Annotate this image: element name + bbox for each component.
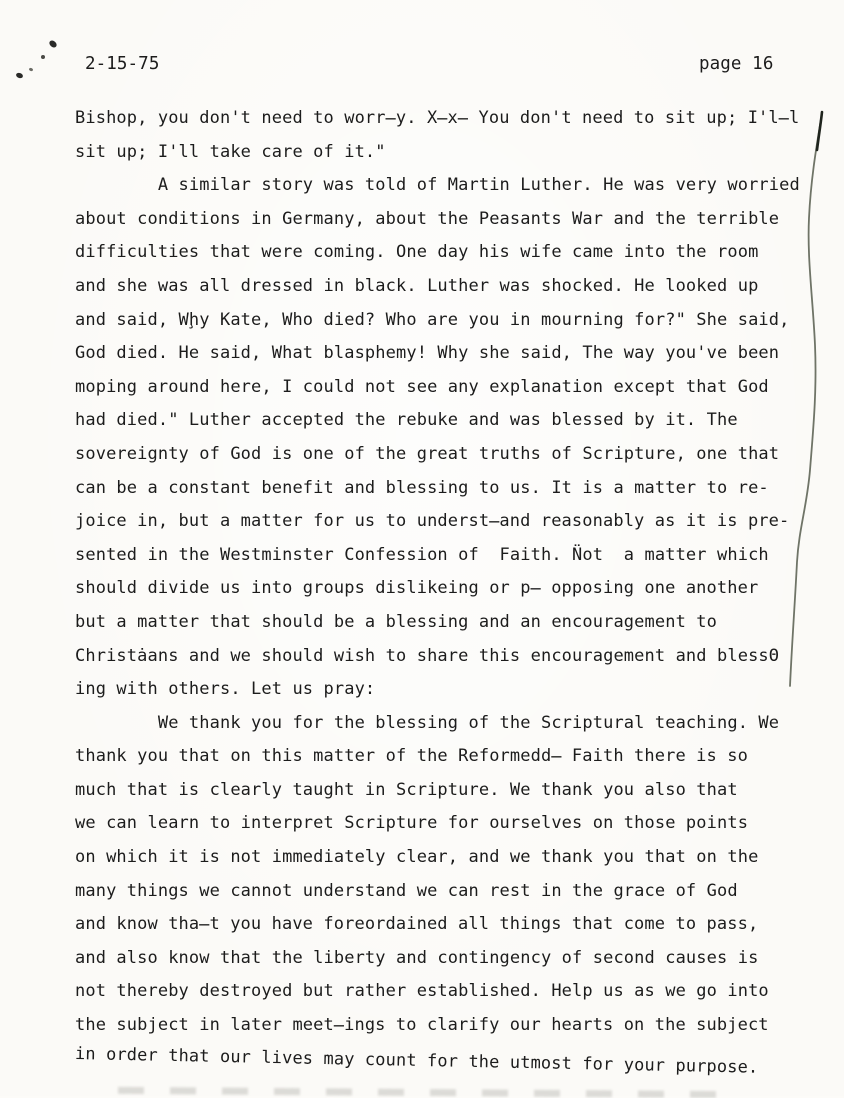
text-line: and said, Wḩy Kate, Who died? Who are you in mourning for?" She said, [75,309,790,330]
text-line: moping around here, I could not see any explanation except that God [75,376,769,397]
text-line: God died. He said, What blasphemy! Why she said, The way you've been [75,343,780,364]
paragraph [75,169,815,707]
text-line: not thereby destroyed but rather established. Help us as we go into [75,981,769,1002]
text-line: Christȧans and we should wish to share this encouragement and blessΘ [75,645,780,666]
cutoff-text-smudge [118,1087,728,1098]
text-line: many things we cannot understand we can rest in the grace of God [75,880,738,901]
text-line: sit up; I'll take care of it." [75,141,386,162]
text-line: sovereignty of God is one of the great truths of Scripture, one that [75,443,780,464]
text-line: the subject in later meet̶ings to clarify our hearts on the subject [75,1015,769,1036]
paragraph [75,102,815,169]
text-line: about conditions in Germany, about the Peasants War and the terrible [75,208,780,229]
text-line: we can learn to interpret Scripture for ourselves on those points [75,813,749,834]
text-line: sented in the Westminster Confession of Faith. N̈ot a matter which [75,544,769,565]
text-line: much that is clearly taught in Scripture. We thank you also that [75,779,738,800]
page-number-label: page 16 [699,54,774,74]
text-line: and she was all dressed in black. Luther was shocked. He looked up [75,275,759,296]
paragraph [74,707,815,1078]
text-line: on which it is not immediately clear, and we thank you that on the [75,847,759,868]
text-line: in order that our lives may count for the utmost for your purpose. [74,1043,759,1078]
text-line: joice in, but a matter for us to underst̶and reasonably as it is pre- [75,511,790,532]
text-line: had died." Luther accepted the rebuke and was blessed by it. The [75,410,738,431]
text-line: thank you that on this matter of the Reformedd̶ Faith there is so [75,746,748,767]
text-line: can be a constant benefit and blessing to us. It is a matter to re- [75,477,769,498]
text-line: should divide us into groups dislikeing or p̶ opposing one another [75,578,759,599]
date-label: 2-15-75 [85,54,160,74]
text-line: difficulties that were coming. One day his wife came into the room [75,242,759,263]
ink-speck [48,39,58,49]
document-body [74,102,815,1078]
text-line: and also know that the liberty and contingency of second causes is [75,947,759,968]
text-line: but a matter that should be a blessing and an encouragement to [75,611,718,632]
text-line: Bishop, you don't need to worr̶y. X̶x̶ You don't need to sit up; I'l̶l [75,108,800,128]
text-line: A similar story was told of Martin Luther. He was very worried [75,175,800,196]
page-header [0,54,844,78]
text-line: We thank you for the blessing of the Scriptural teaching. We [75,712,780,733]
text-line: ing with others. Let us pray: [75,679,376,700]
text-line: and know tha̶t you have foreordained all things that come to pass, [75,914,759,935]
